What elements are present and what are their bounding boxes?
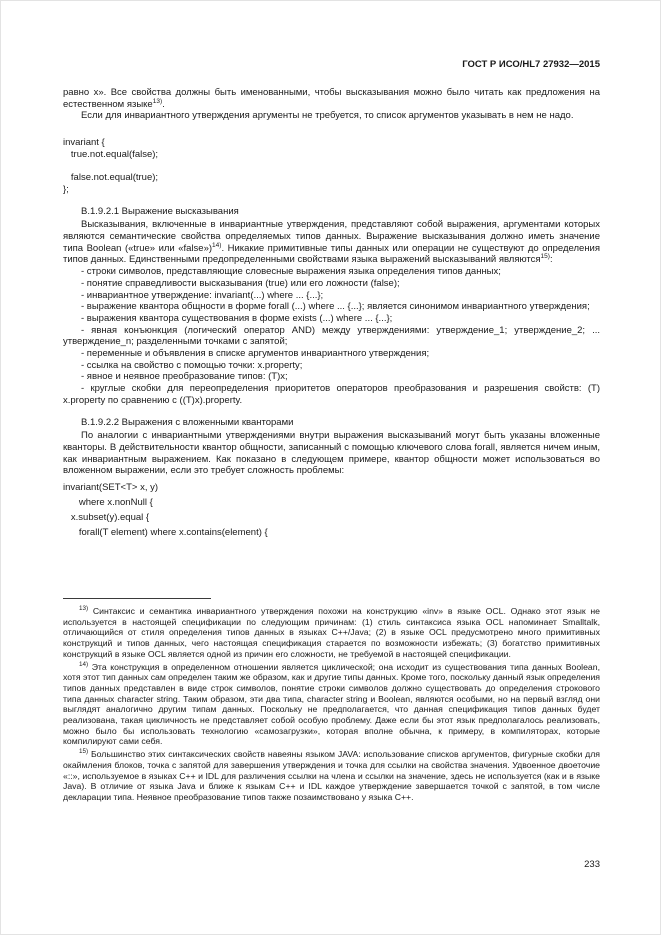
- code-line: };: [63, 183, 69, 195]
- page-number: 233: [584, 859, 600, 870]
- doc-number: ГОСТ Р ИСО/HL7 27932—2015: [462, 59, 600, 70]
- list-item: - явная конъюнкция (логический оператор AND) между утверждениями: утверждение_1; утверждение_2; ... утверждение_n; разделенными точками с запятой;: [63, 324, 600, 348]
- text-run: .: [162, 98, 165, 110]
- paragraph-continuation: [63, 87, 600, 110]
- list-item: - круглые скобки для переопределения приоритетов операторов преобразования и разрешения свойств: (Т) x.property по сравнению с ((Т)x).property.: [63, 383, 600, 406]
- footnote-text: Синтаксис и семантика инвариантного утверждения похожи на конструкцию «inv» в языке OCL. Однако этот язык не используется в настоящей спецификации по следующим причинам: (1) стиль синтаксиса языка OCL напоминает Smalltalk, отличающийся от стиля определения типов данных в языках C++/Java; (2) в языке OCL предусмотрено много примитивных конструкций и типов данных, чего настоящая спецификация старается по возможности избежать; (3) богатство примитивных конструкций в языке OCL является одной из причин его сложности, не требуемой в настоящей спецификации.: [63, 606, 601, 659]
- code-line: where x.nonNull {: [63, 497, 153, 509]
- code-line: invariant {: [63, 137, 105, 149]
- footnote-13: [63, 606, 600, 660]
- footnote-marker-15: 15): [79, 748, 89, 756]
- footnote-text: Большинство этих синтаксических свойств навеяны языком JAVA: использование списков аргументов, фигурные скобки для окаймления блоков, точка с запятой для завершения утверждения и точка для ссылки на свойства значения. Удвоенное двоеточие «::», используемое в языках C++ и IDL для различения ссылки на члена и ссылки на значение, здесь не используется (как и в языке Java). В отличие от языка Java и ближе к языкам C++ и IDL каждое утверждение завершается точкой с запятой, в том числе декларации типа. Неявное преобразование типов также позаимствовано у языка C++.: [63, 749, 600, 802]
- footnote-ref-14: 14): [212, 241, 222, 249]
- text-run: . Никакие примитивные типы данных или операции не существуют до определения типов данных. Единственными предопределенными свойствами языка выражений высказываний являются: [63, 242, 601, 266]
- code-block-invariant-example: [63, 137, 600, 196]
- section-heading-b1922: В.1.9.2.2 Выражения с вложенными кванторами: [81, 416, 294, 428]
- code-line: forall(T element) where x.contains(element) {: [63, 527, 268, 539]
- footnote-marker-13: 13): [79, 605, 89, 613]
- main-text: [63, 87, 600, 540]
- list-item: - понятие справедливости высказывания (true) или его ложности (false);: [81, 277, 400, 289]
- code-line: [63, 161, 600, 173]
- page-header: [63, 59, 600, 70]
- footnote-15: [63, 749, 600, 803]
- paragraph: [63, 219, 600, 266]
- code-block-nested-quantifier: [63, 480, 600, 540]
- footnote-14: [63, 662, 600, 748]
- text-run: :: [549, 254, 553, 266]
- footnotes-section: [63, 598, 600, 805]
- code-line: false.not.equal(true);: [63, 172, 159, 184]
- text-run: равно х». Все свойства должны быть именованными, чтобы высказывания можно было читать как предложения на естественном языке: [63, 87, 600, 110]
- section-heading-b1921: В.1.9.2.1 Выражение высказывания: [81, 205, 239, 217]
- footnote-separator: [63, 598, 211, 599]
- list-item: - выражение квантора общности в форме forall (...) where ... {...}; является синонимом инвариантного утверждения;: [81, 301, 590, 313]
- text-run: Высказывания, включенные в инвариантные утверждения, представляют собой выражения, аргументами которых являются семантические свойства определяемых типов данных. Выражение высказывания должно иметь значение типа Boolean («true» или «false»): [63, 219, 600, 254]
- list-item: - ссылка на свойство с помощью точки: x.property;: [81, 359, 303, 371]
- paragraph: По аналогии с инвариантными утверждениями внутри выражения высказываний могут быть указаны вложенные кванторы. В действительности квантор общности, записанный с помощью ключевого слова forall, является ничем иным, как инвариантным выражением. Как показано в следующем примере, квантор общности может использоваться во вложенном выражении, если это требует сложность проблемы:: [63, 430, 600, 477]
- footnote-ref-15: 15): [540, 253, 550, 261]
- list-item: - строки символов, представляющие словесные выражения языка определения типов данных;: [81, 266, 501, 278]
- footnote-text: Эта конструкция в определенном отношении является циклической; она исходит из существования типа данных Boolean, хотя этот тип данных сам определен таким же образом, как и другие типы данных. Кроме того, поскольку данный язык определения типов данных представлен в виде строк символов, понятие строки символов должно существовать до определения строкового типа данных character string. Таким образом, эти два типа, character string и Boolean, являются особыми, но на первый взгляд они выглядят аналогично другим типам данных. Поскольку не предполагается, что данная спецификация типов данных будет реализована, такая цикличность не представляет собой особую проблему. Даже если бы этот язык предполагалось реализовать, можно было бы использовать технологию «самозагрузки», которая вполне обычна, к примеру, в компиляторах, которые компилируют сами себя.: [63, 661, 601, 747]
- code-line: true.not.equal(false);: [63, 148, 159, 160]
- footnote-marker-14: 14): [79, 660, 89, 668]
- list-item: - выражения квантора существования в форме exists (...) where ... {...};: [81, 312, 393, 324]
- list-item: - явное и неявное преобразование типов: (Т)х;: [81, 371, 288, 383]
- code-line: x.subset(y).equal {: [63, 512, 150, 524]
- code-line: invariant(SET<T> x, y): [63, 482, 159, 494]
- list-item: - переменные и объявления в списке аргументов инвариантного утверждения;: [81, 348, 430, 360]
- footnote-ref-13: 13): [152, 97, 163, 105]
- paragraph: Если для инвариантного утверждения аргументы не требуется, то список аргументов указывать в нем не надо.: [81, 110, 574, 122]
- list-item: - инвариантное утверждение: invariant(...) where ... {...};: [81, 289, 324, 301]
